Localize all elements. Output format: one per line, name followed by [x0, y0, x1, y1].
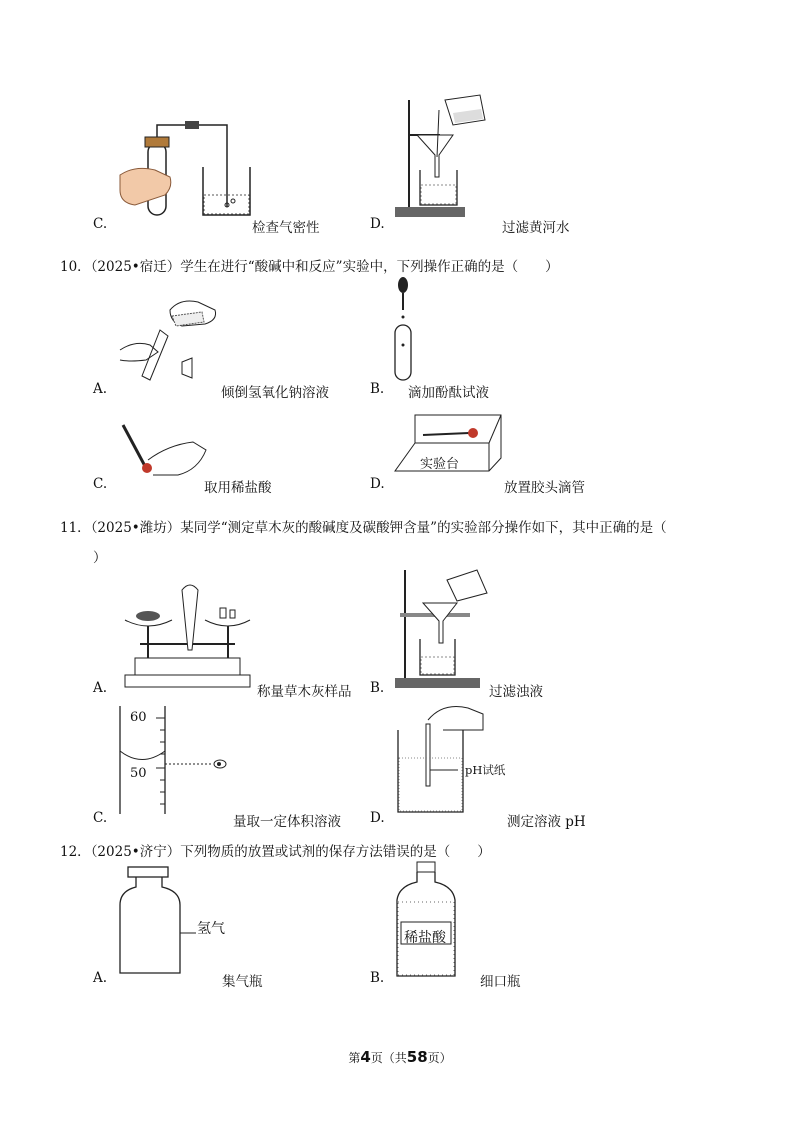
option-caption: 取用稀盐酸: [204, 480, 272, 496]
option-caption: 称量草木灰样品: [257, 684, 352, 700]
total-pages: 58: [406, 1048, 428, 1066]
gas-label: 氢气: [197, 921, 225, 937]
option-caption: 检查气密性: [252, 220, 320, 236]
footer-prefix: 第: [348, 1051, 361, 1065]
question-11: [60, 516, 667, 536]
filtration-figure: [395, 95, 505, 220]
question-number: 12．: [60, 844, 91, 860]
page-number: 4: [360, 1048, 371, 1066]
bottle-label: 稀盐酸: [404, 930, 446, 946]
question-source: （2025•潍坊）: [90, 520, 181, 536]
balance-figure: [120, 580, 255, 690]
option-caption: 量取一定体积溶液: [233, 814, 341, 830]
option-caption: 集气瓶: [222, 974, 263, 990]
gas-tightness-figure: [115, 115, 265, 225]
question-number: 11．: [60, 520, 91, 536]
option-caption: 过滤浊液: [489, 684, 543, 700]
option-caption: 倾倒氢氧化钠溶液: [221, 385, 329, 401]
ph-test-figure: [398, 700, 488, 815]
option-letter: B.: [370, 680, 385, 696]
option-letter: B.: [370, 381, 385, 397]
question-number: 10．: [60, 259, 91, 275]
option-caption: 放置胶头滴管: [504, 480, 585, 496]
option-caption: 测定溶液 pH: [507, 814, 586, 830]
filter-turbid-figure: [395, 565, 505, 690]
option-letter: B.: [370, 970, 385, 986]
option-letter: D.: [370, 476, 385, 492]
ph-paper-label: pH试纸: [465, 763, 506, 777]
pour-solution-figure: [120, 290, 230, 385]
question-stem-cont: ）: [93, 550, 107, 566]
question-stem: 下列物质的放置或试剂的保存方法错误的是（ ）: [180, 844, 491, 860]
cylinder-mark-50: 50: [130, 766, 147, 781]
narrow-mouth-bottle-figure: [393, 860, 463, 980]
page-footer: [0, 1048, 800, 1066]
question-stem: 学生在进行“酸碱中和反应”实验中，下列操作正确的是（ ）: [180, 259, 559, 275]
footer-suffix: 页）: [427, 1051, 452, 1065]
option-caption: 滴加酚酞试液: [408, 385, 489, 401]
drop-indicator-figure: [385, 275, 425, 385]
question-12: [60, 840, 491, 860]
option-letter: A.: [93, 381, 108, 397]
option-caption: 细口瓶: [480, 974, 521, 990]
bench-label: 实验台: [420, 457, 460, 472]
cylinder-mark-60: 60: [130, 710, 147, 725]
question-10: [60, 255, 559, 275]
gas-bottle-figure: [118, 865, 193, 977]
option-caption: 过滤黄河水: [502, 220, 570, 236]
option-letter: D.: [370, 216, 385, 232]
footer-mid: 页（共: [370, 1051, 407, 1065]
option-letter: C.: [93, 810, 108, 826]
question-stem: 某同学“测定草木灰的酸碱度及碳酸钾含量”的实验部分操作如下，其中正确的是（: [180, 520, 667, 536]
option-letter: D.: [370, 810, 385, 826]
option-letter: C.: [93, 476, 108, 492]
take-acid-figure: [118, 420, 208, 480]
question-source: （2025•济宁）: [90, 844, 181, 860]
option-letter: C.: [93, 216, 108, 232]
option-letter: A.: [93, 970, 108, 986]
option-letter: A.: [93, 680, 108, 696]
question-source: （2025•宿迁）: [90, 259, 181, 275]
